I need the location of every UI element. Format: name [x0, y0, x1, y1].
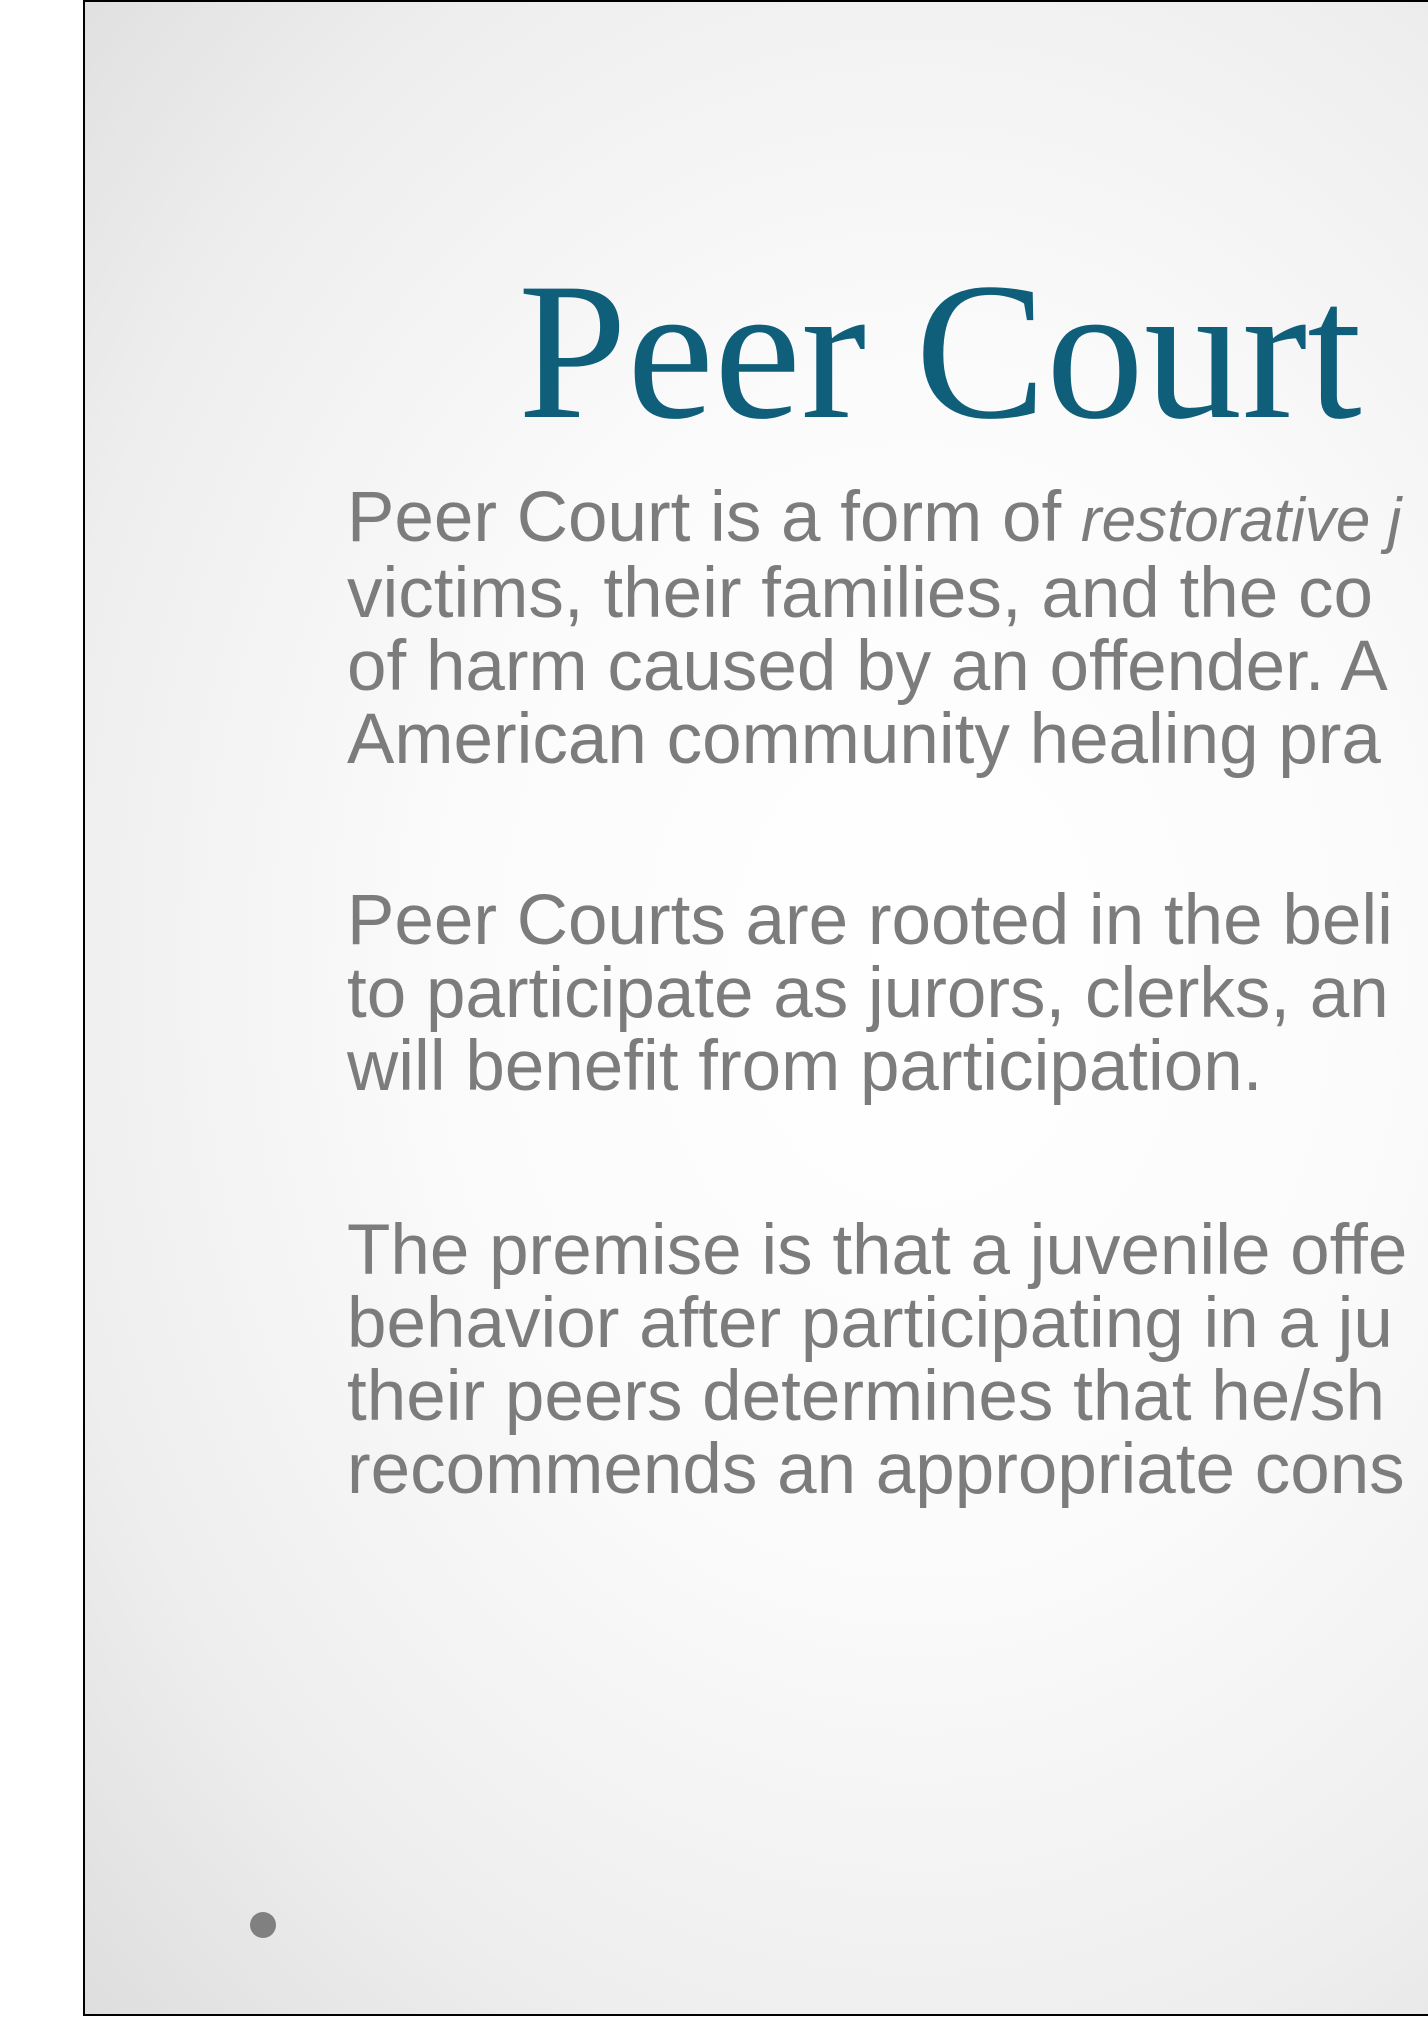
line-text: Peer Court is a form of: [347, 478, 1081, 557]
bullet-dot-icon: [250, 1912, 276, 1938]
paragraph-line: victims, their families, and the co: [347, 554, 1373, 633]
paragraph-line: Peer Courts are rooted in the beli: [347, 881, 1393, 960]
slide-page: [83, 0, 1428, 2016]
paragraph-line: behavior after participating in a ju: [347, 1284, 1393, 1363]
emphasis-text: restorative j: [1080, 486, 1402, 555]
paragraph-line: [347, 478, 1402, 557]
paragraph-restorative-justice: [347, 478, 1402, 779]
paragraph-line: recommends an appropriate cons: [347, 1430, 1405, 1509]
slide-title: Peer Court: [518, 243, 1362, 460]
paragraph-peer-participation: [347, 881, 1393, 1106]
paragraph-line: The premise is that a juvenile offe: [347, 1211, 1408, 1290]
paragraph-line: American community healing pra: [347, 700, 1381, 779]
paragraph-line: to participate as jurors, clerks, an: [347, 954, 1389, 1033]
paragraph-line: their peers determines that he/sh: [347, 1357, 1385, 1436]
paragraph-line: of harm caused by an offender. A: [347, 627, 1388, 706]
paragraph-premise: [347, 1211, 1408, 1509]
paragraph-line: will benefit from participation.: [347, 1027, 1263, 1106]
